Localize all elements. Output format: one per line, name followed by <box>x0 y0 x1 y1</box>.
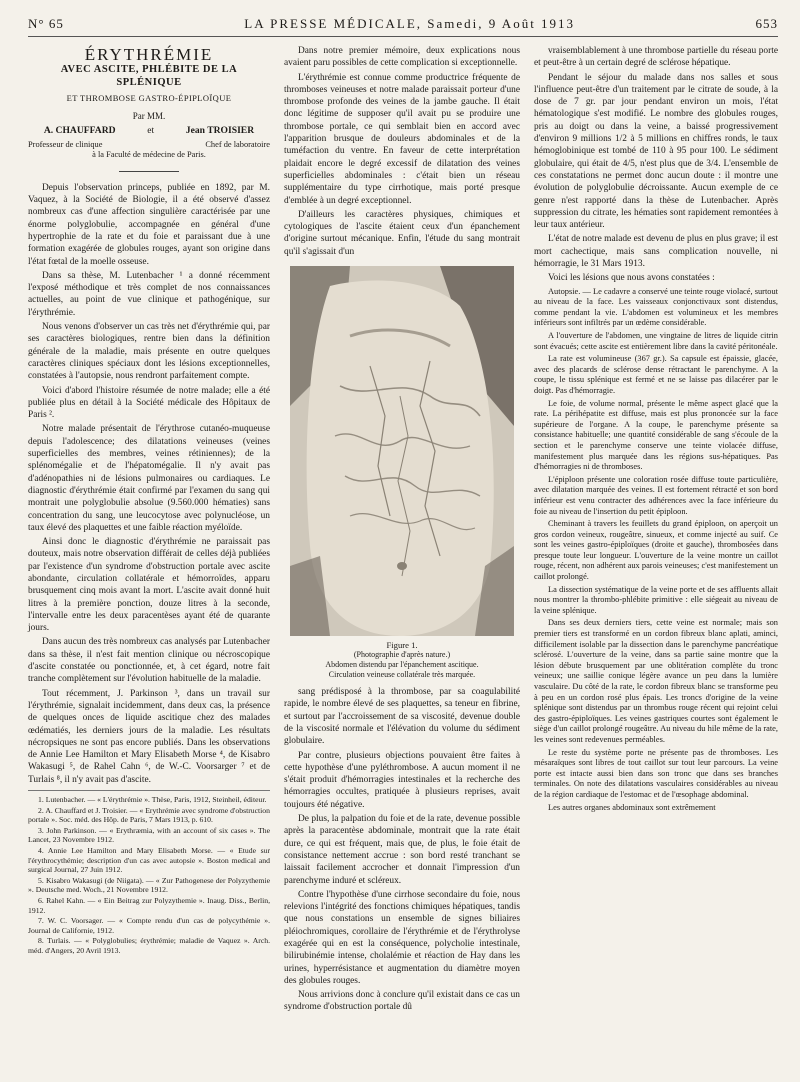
figure-line-1: Abdomen distendu par l'épanchement ascitique. <box>325 660 479 670</box>
authors <box>28 125 270 137</box>
title-block <box>28 45 270 172</box>
paragraph: Le reste du système porte ne présente pas de thromboses. Les mésaraïques sont libres de tout caillot sur tout leur parcours. La veine porte est intacte aussi bien dans son tronc que dans ses branches terminales. On note des dilatations vasculaires considérables au niveau de la région cardiaque de l'estomac et de l'œsophage abdominal. <box>534 747 778 799</box>
column-1-body <box>28 182 270 786</box>
paragraph: Par contre, plusieurs objections pouvaient être faites à cette hypothèse d'une pyléthrombose. A aucun moment il ne s'était produit d'hémorragies intestinales et la recherche des hémorragies occultes, pratiquée à plusieurs reprises, avait toujours été négative. <box>284 750 520 810</box>
column-3-body <box>534 45 778 285</box>
journal-title: LA PRESSE MÉDICALE, Samedi, 9 Août 1913 <box>244 16 576 31</box>
paragraph: L'érythrémie est connue comme productrice fréquente de thromboses veineuses et notre malade paraissait porteur d'une thrombose profonde des veines de la jambe gauche. Il était donc légitime de supposer qu'il avait pu se produire une thrombose portale, ce qui semblait bien en accord avec l'apparition brusque de douleurs abdominales et de la tuméfaction du ventre. En faveur de cette interprétation plaidait encore le degré excessif de dilatation des veines superficielles abdominales : c'était bien un réseau supplémentaire du type cirrhotique, mais porté presque d'emblée à un degré exceptionnel. <box>284 72 520 206</box>
issue-number: N° 65 <box>28 16 64 31</box>
paragraph: Notre malade présentait de l'érythrose cutanéo-muqueuse depuis l'adolescence; des dilatations veineuses (veines superficielles des membres, veines rétiniennes); de la splénomégalie et de l'hépatomégalie. Il n'y avait pas d'adénopathies ni de lésions pulmonaires ou cardiaques. Le diagnostic d'érythrémie était confirmé par l'examen du sang qui montrait une polyglobulie absolue (9.560.000 hématies) sans concentration du sang, une leucocytose avec polynucléose, un taux élevé des plaquettes et une faible réaction myéloïde. <box>28 424 270 533</box>
running-header <box>28 16 778 37</box>
paragraph: La dissection systématique de la veine porte et de ses affluents allait nous montrer la thrombo-phlébite primitive : elle siégeait au niveau de la veine splénique. <box>534 584 778 615</box>
paragraph: Nous arrivions donc à conclure qu'il existait dans ce cas un syndrome d'obstruction portale dû <box>284 990 520 1013</box>
paragraph: De plus, la palpation du foie et de la rate, devenue possible après la paracentèse abdominale, montrait que la rate était dure, ce qui est fréquent, mais que, de plus, le foie était de consistance nettement accrue : son bord resté tranchant se laissait facilement accrocher et donnait l'impression d'un parenchyme induré et scléreux. <box>284 814 520 886</box>
paragraph: sang prédisposé à la thrombose, par sa coagulabilité rapide, le nombre élevé de ses plaquettes, sa teneur en fibrine, et surtout par l'accroissement de sa viscosité, devenue double de la viscosité normale et l'élévation du volume du sédiment globulaire. <box>284 687 520 747</box>
column-2 <box>284 45 520 1016</box>
paragraph: Autopsie. — Le cadavre a conservé une teinte rouge violacé, surtout au niveau de la face. Les vaisseaux conjonctivaux sont distendus, comme pendant la vie. L'abdomen est volumineux et les membres inférieurs sont infiltrés par un œdème considérable. <box>534 286 778 328</box>
affiliation-1a: Professeur de clinique <box>28 139 103 149</box>
paragraph: Les autres organes abdominaux sont extrêmement <box>548 802 716 812</box>
column-3 <box>534 45 778 815</box>
affiliation-2: Chef de laboratoire <box>205 139 270 149</box>
footnote: 1. Lutenbacher. — « L'érythrémie ». Thèse, Paris, 1912, Steinheil, éditeur. <box>38 795 267 805</box>
paragraph: L'épiploon présente une coloration rosée diffuse toute particulière, avec dilatation marquée des veines. Il est fortement rétracté et son bord inférieur est venu contracter des adhérences avec la face inférieure du foie au niveau de l'insertion du petit épiploon. <box>534 474 778 516</box>
autopsy-section <box>534 287 778 814</box>
paragraph: D'ailleurs les caractères physiques, chimiques et cytologiques de l'ascite étaient ceux d'un épanchement d'origine surtout mécanique. Enfin, l'étude du sang montrait qu'il s'agissait d'un <box>284 209 520 257</box>
paragraph: Cheminant à travers les feuillets du grand épiploon, on aperçoit un gros cordon veineux, rougeâtre, sinueux, et comme injecté au suif. Ce sont les veines gastro-épiploïques (droite et gauche), thrombosées dans presque toute leur longueur. L'ouverture de la veine montre un caillot rouge, récent, non adhérent aux parois veineuses; c'est manifestement un caillot prolongé. <box>534 519 778 582</box>
footnote: 3. John Parkinson. — « Erythræmia, with an account of six cases ». The Lancet, 23 Novembre 1912. <box>28 825 270 845</box>
column-2-top <box>284 45 520 258</box>
photo-drawing <box>290 266 514 636</box>
paragraph: Contre l'hypothèse d'une cirrhose secondaire du foie, nous relevions l'intégrité des fonctions chimiques hépatiques, tandis que nous constations un ensemble de signes biliaires pléiochromiques, corollaire de l'érythrémie et de l'érythrolyse exagérée qui en est la conséquence, polycholie intestinale, bilirubinémie intense, cholalémie et réaction de Hay dans les urines, hyperrésistance et augmentation du diamètre moyen des globules rouges. <box>284 889 520 986</box>
paragraph: Pendant le séjour du malade dans nos salles et sous l'influence peut-être d'un traitement par le citrate de soude, à la dose de 7 gr. par jour pendant environ un mois, l'état hématologique s'est modifié. Le nombre des globules rouges, pris au doigt ou dans la veine, a baissé progressivement d'environ 9 millions 1/2 à 5 millions en chiffres ronds, le taux hémoglobinique est tombé de 110 à 95 pour 100. Le sédiment globulaire, qui était de 4/5, n'est plus que de 3/4. L'ensemble de ces constatations ne permet donc aucun doute : il montre une évolution de polyglobulie décroissante. Aucun exemple de ce genre n'est rapporté dans la thèse de Lutenbacher. Après suppression du citrate, les hématies sont rapidement remontées à leur taux antérieur. <box>534 72 778 231</box>
paragraph: Dans notre premier mémoire, deux explications nous avaient paru possibles de cette complication si exceptionnelle. <box>284 46 520 69</box>
paragraph: Dans ses deux derniers tiers, cette veine est normale; mais son premier tiers est transformé en un cordon fibreux blanc aplati, aminci, difficilement isolable par la dissection dans le parenchyme pancréatique sclérosé. L'ouverture de la veine, dans sa partie saine montre que la lésion débute brusquement par une oblitération complète du tronc veineux; une saillie conique légère avance un peu dans la lumière vasculaire. Du côté de la rate, le cordon fibreux blanc se transforme peu à peu en un cordon rosé plus épais. Les troncs d'origine de la veine splénique sont distendus par un thrombus rouge récent qui rejoint celui des gastro-épiploïques. Les veines gastriques courtes sont également le siège d'un caillot prolongé rougeâtre. Au niveau du hile même de la rate, les veines sont redevenues perméables. <box>534 618 778 744</box>
article-columns <box>28 45 778 1075</box>
paragraph: Depuis l'observation princeps, publiée en 1892, par M. Vaquez, à la Société de Biologie, il a été observé d'assez nombreux cas d'une affection singulière caractérisée par une énorme polyglobulie, accompagnée en général d'une hypertrophie de la rate et du foie et paraissant due à une formation exagérée de globules rouges, ayant son origine dans l'état fœtal de la moelle osseuse. <box>28 182 270 267</box>
paragraph: Voici d'abord l'histoire résumée de notre malade; elle a été publiée plus en détail à la Société médicale des Hôpitaux de Paris ². <box>28 385 270 421</box>
par-mm: Par MM. <box>132 111 166 122</box>
paragraph: Ainsi donc le diagnostic d'érythrémie ne paraissait pas douteux, mais notre observation différait de celles déjà publiées par l'existence d'un syndrome d'obstruction portale avec ascite abondante, circulation collatérale et hémorroïdes, apparu brusquement cinq mois avant la mort. L'ascite avait donné huit litres à la première ponction, douze litres à la seconde, l'intervalle entre les deux paracentèses ayant été de quarante jours. <box>28 537 270 634</box>
author-and: et <box>147 125 155 137</box>
abdomen-photograph <box>290 266 514 636</box>
footnote: 4. Annie Lee Hamilton and Mary Elisabeth Morse. — « Etude sur l'érythrocythémie; description d'un cas avec autopsie ». Boston medical and surgical Journal, 27 Juin 1912. <box>28 846 270 875</box>
title-rule <box>119 171 179 172</box>
paragraph: Dans sa thèse, M. Lutenbacher ¹ a donné récemment l'exposé méthodique et très complet de nos connaissances actuelles, au point de vue clinique et pathogénique, sur l'érythrémie. <box>28 270 270 318</box>
paragraph: Voici les lésions que nous avons constatées : <box>548 273 715 284</box>
figure-label: Figure 1. <box>386 640 418 651</box>
footnote: 2. A. Chauffard et J. Troisier. — « Erythrémie avec syndrome d'obstruction portale ». Soc. méd. des Hôp. de Paris, 7 Mars 1913, p. 610. <box>28 805 270 825</box>
author-1: A. CHAUFFARD <box>43 125 116 137</box>
affiliation-1b: à la Faculté de médecine de Paris. <box>92 150 206 160</box>
paragraph: vraisemblablement à une thrombose partielle du réseau porte et peut-être à un certain degré de sclérose hépatique. <box>534 46 778 69</box>
figure-line-2: Circulation veineuse collatérale très marquée. <box>328 670 476 680</box>
figure-1 <box>288 266 516 680</box>
paragraph: A l'ouverture de l'abdomen, une vingtaine de litres de liquide citrin sont évacués; cette ascite est entièrement libre dans la cavité péritonéale. <box>534 331 778 351</box>
footnote: 5. Kisabro Wakasugi (de Niigata). — « Zur Pathogenese der Polyzythemie ». Deutsche med. Woch., 21 Novembre 1912. <box>28 875 270 895</box>
article-subtitle: AVEC ASCITE, PHLÉBITE DE LA SPLÉNIQUE <box>60 64 238 88</box>
paragraph: L'état de notre malade est devenu de plus en plus grave; il est mort cachectique, mais sans complication nouvelle, ni hémorragie, le 31 Mars 1913. <box>534 234 778 270</box>
paragraph: Dans aucun des très nombreux cas analysés par Lutenbacher dans sa thèse, il n'est fait mention clinique ou nécroscopique d'ascite constatée ou ponctionnée, et, à cet égard, notre fait tranche complètement sur l'évolution habituelle de la maladie. <box>28 637 270 685</box>
footnote: 6. Rahel Kahn. — « Ein Beitrag zur Polyzythemie ». Inaug. Diss., Berlin, 1912. <box>28 895 270 915</box>
paragraph: La rate est volumineuse (367 gr.). Sa capsule est épaissie, glacée, avec des placards de sclérose dense rétractant le parenchyme. A la coupe, le tissu splénique est fermé et ne se laisse pas dilacérer par le doigt. Pas d'hémorragie. <box>534 354 778 395</box>
paragraph: Nous venons d'observer un cas très net d'érythrémie qui, par ses caractères biologiques, rentre bien dans la définition générale de la maladie, mais présente en outre quelques caractères cliniques spéciaux dont les lésions exceptionnelles, constatées à l'autopsie, nous rendront parfaitement compte. <box>28 322 270 382</box>
paragraph: Le foie, de volume normal, présente le même aspect glacé que la rate. La périhépatite est diffuse, mais est plus prononcée sur la face supérieure de l'organe. A la coupe, le parenchyme présente sa consistance habituelle; une quantité considérable de sang s'écoule de la section et le parenchyme conserve une teinte violacée diffuse, manifestement plus marquée dans les régions sus-hépatiques. Pas d'hémorragies ni de thromboses. <box>534 398 778 472</box>
author-2: Jean TROISIER <box>185 125 255 137</box>
article-subtitle-2: ET THROMBOSE GASTRO-ÉPIPLOÏQUE <box>66 92 232 103</box>
footnote: 8. Turlais. — « Polyglobulies; érythrémie; maladie de Vaquez ». Arch. méd. d'Angers, 20 Avril 1913. <box>28 936 270 955</box>
figure-caption <box>288 640 516 680</box>
footnotes <box>28 790 270 956</box>
article-title: ÉRYTHRÉMIE <box>84 45 214 64</box>
footnote: 7. W. C. Voorsager. — « Compte rendu d'un cas de polycythémie ». Journal de Californie, 1912. <box>28 916 270 935</box>
column-2-bottom <box>284 686 520 1014</box>
column-1 <box>28 45 270 957</box>
affiliations <box>28 140 270 161</box>
page-number: 653 <box>755 16 778 31</box>
figure-sub: (Photographie d'après nature.) <box>353 650 451 660</box>
paragraph: Tout récemment, J. Parkinson ³, dans un travail sur l'érythrémie, signalait incidemment, dans deux cas, la présence de quelques onces de liquide ascitique chez des malades œdématiés, les derniers jours de la maladie. Les résultats nécropsiques ne sont pas encore publiés. Dans les observations de Annie Lee Hamilton et Mary Elisabeth Morse ⁴, de Kisabro Wakasugi ⁵, de Rahel Cahn ⁶, de W.-C. Voorsarger ⁷ et de Turlais ⁸, il n'y avait pas d'ascite. <box>28 688 270 785</box>
